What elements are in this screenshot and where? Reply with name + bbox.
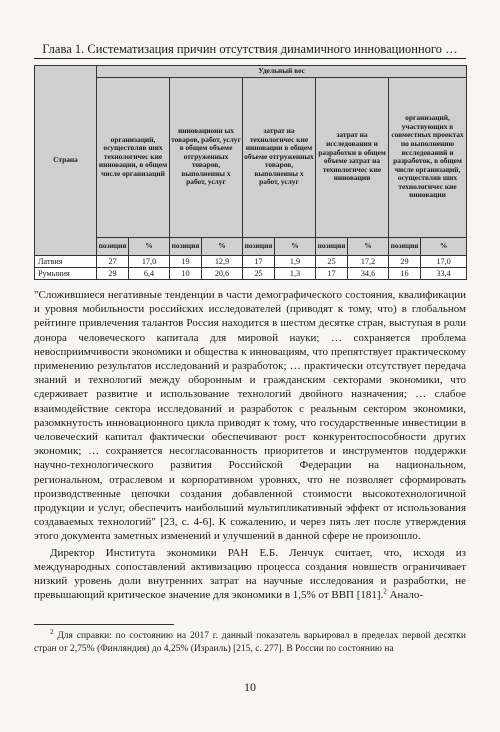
table-cell: 12,9 (202, 255, 243, 267)
table-cell: 34,6 (348, 267, 389, 279)
quote-paragraph: "Сложившиеся негативные тенденции в части демографического состояния, квалификации и уровня мобильности российских исследователей (приводят к тому, что) в глобальном рейтинге привлечения талантов Россия находится в шестом десятке стран, выступая в роли донора человеческого капитала для мировой науки; … сохраняется проблема невосприимчивости экономики и общества к инновациям, что препятствует практическому применению результатов исследований и разработок; … практически отсутствует передача знаний и технологий между оборонным и гражданским секторами экономики, что сдерживает развитие и использование технологий двойного назначения; … слабое взаимодействие сектора исследований и разработок с реальным сектором экономики, разомкнутость инновационного цикла приводят к тому, что государственные инвестиции в человеческий капитал фактически обеспечивают рост конкурентоспособности других экономик; … сохраняется несогласованность приоритетов и инструментов поддержки научно-технологического развития Российской Федерации на национальном, региональном, отраслевом и корпоративном уровнях, что не позволяет сформировать производственные цепочки создания добавленной стоимости высокотехнологичной продукции и услуг, обеспечить наибольший мультипликативный эффект от использования создаваемых технологий" [23, с. 4-6]. К сожалению, и через пять лет после утверждения этого документа заметных изменений и улучшений в данной сфере не произошло. (34, 289, 466, 543)
paragraph-tail: Анало- (386, 589, 424, 602)
country-cell: Латвия (35, 255, 97, 267)
subheader-percent: % (275, 237, 316, 255)
running-header: Глава 1. Систематизация причин отсутствия динамичного инновационного … (42, 42, 458, 56)
footnote-mark: 2 (50, 627, 54, 636)
page-number: 10 (244, 680, 256, 694)
subheader-percent: % (202, 237, 243, 255)
table-cell: 16 (389, 267, 421, 279)
table-cell: 29 (97, 267, 129, 279)
column-header: инновационн ых товаров, работ, услуг в общем объеме отгруженных товаров, выполненны х работ, услуг (170, 77, 243, 237)
table-cell: 17,0 (421, 255, 467, 267)
table-row (35, 255, 467, 267)
subheader-position: позиция (389, 237, 421, 255)
footnote-text: Для справки: по состоянию на 2017 г. данный показатель варьировал в пределах первой десятки стран от 2,75% (Финляндия) до 4,25% (Израиль) [215, с. 277]. В России по состоянию на (34, 631, 466, 654)
column-header: затрат на технологичес кие инновации в общем объеме отгруженных товаров, выполненны х работ, услуг (243, 77, 316, 237)
table-cell: 17 (316, 267, 348, 279)
table-cell: 27 (97, 255, 129, 267)
table-cell: 19 (170, 255, 202, 267)
footnote-rule (34, 624, 174, 625)
header-rule (34, 58, 466, 59)
table-cell: 6,4 (129, 267, 170, 279)
table-cell: 33,4 (421, 267, 467, 279)
subheader-percent: % (348, 237, 389, 255)
body-paragraph (34, 546, 466, 603)
column-header: затрат на исследования и разработки в общем объеме затрат на технологичес кие инновации (316, 77, 389, 237)
subheader-position: позиция (316, 237, 348, 255)
subheader-percent: % (421, 237, 467, 255)
table-cell: 17,0 (129, 255, 170, 267)
subheader-position: позиция (170, 237, 202, 255)
paragraph-text: Директор Института экономики РАН Е.Б. Ленчук считает, что, исходя из международных сопоставлений активизацию процесса создания новшеств ограничивает низкий уровень доли внутренних затрат на научные исследования и разработки, не превышающий критическое значение для экономики в 1,5% от ВВП [181]. (34, 546, 466, 602)
country-header: Страна (35, 66, 97, 256)
table-cell: 20,6 (202, 267, 243, 279)
table-cell: 17 (243, 255, 275, 267)
table-cell: 29 (389, 255, 421, 267)
footnote-reference[interactable]: 2 (383, 587, 387, 596)
statistics-table (34, 65, 467, 280)
table-cell: 10 (170, 267, 202, 279)
body-text (34, 288, 466, 602)
country-cell: Румыния (35, 267, 97, 279)
footnote (34, 627, 466, 655)
group-header: Удельный вес (97, 66, 467, 78)
subheader-position: позиция (243, 237, 275, 255)
table-cell: 1,9 (275, 255, 316, 267)
column-header: организаций, участвующих в совместных проектах по выполнению исследований и разработок, в общем числе организаций, осуществляв ших технологичес кие инновации (389, 77, 467, 237)
table-cell: 17,2 (348, 255, 389, 267)
subheader-percent: % (129, 237, 170, 255)
table-cell: 25 (243, 267, 275, 279)
subheader-position: позиция (97, 237, 129, 255)
column-header: организаций, осуществляв ших технологичес кие инновации, в общем числе организаций (97, 77, 170, 237)
table-row (35, 267, 467, 279)
table-cell: 1,3 (275, 267, 316, 279)
table-cell: 25 (316, 255, 348, 267)
